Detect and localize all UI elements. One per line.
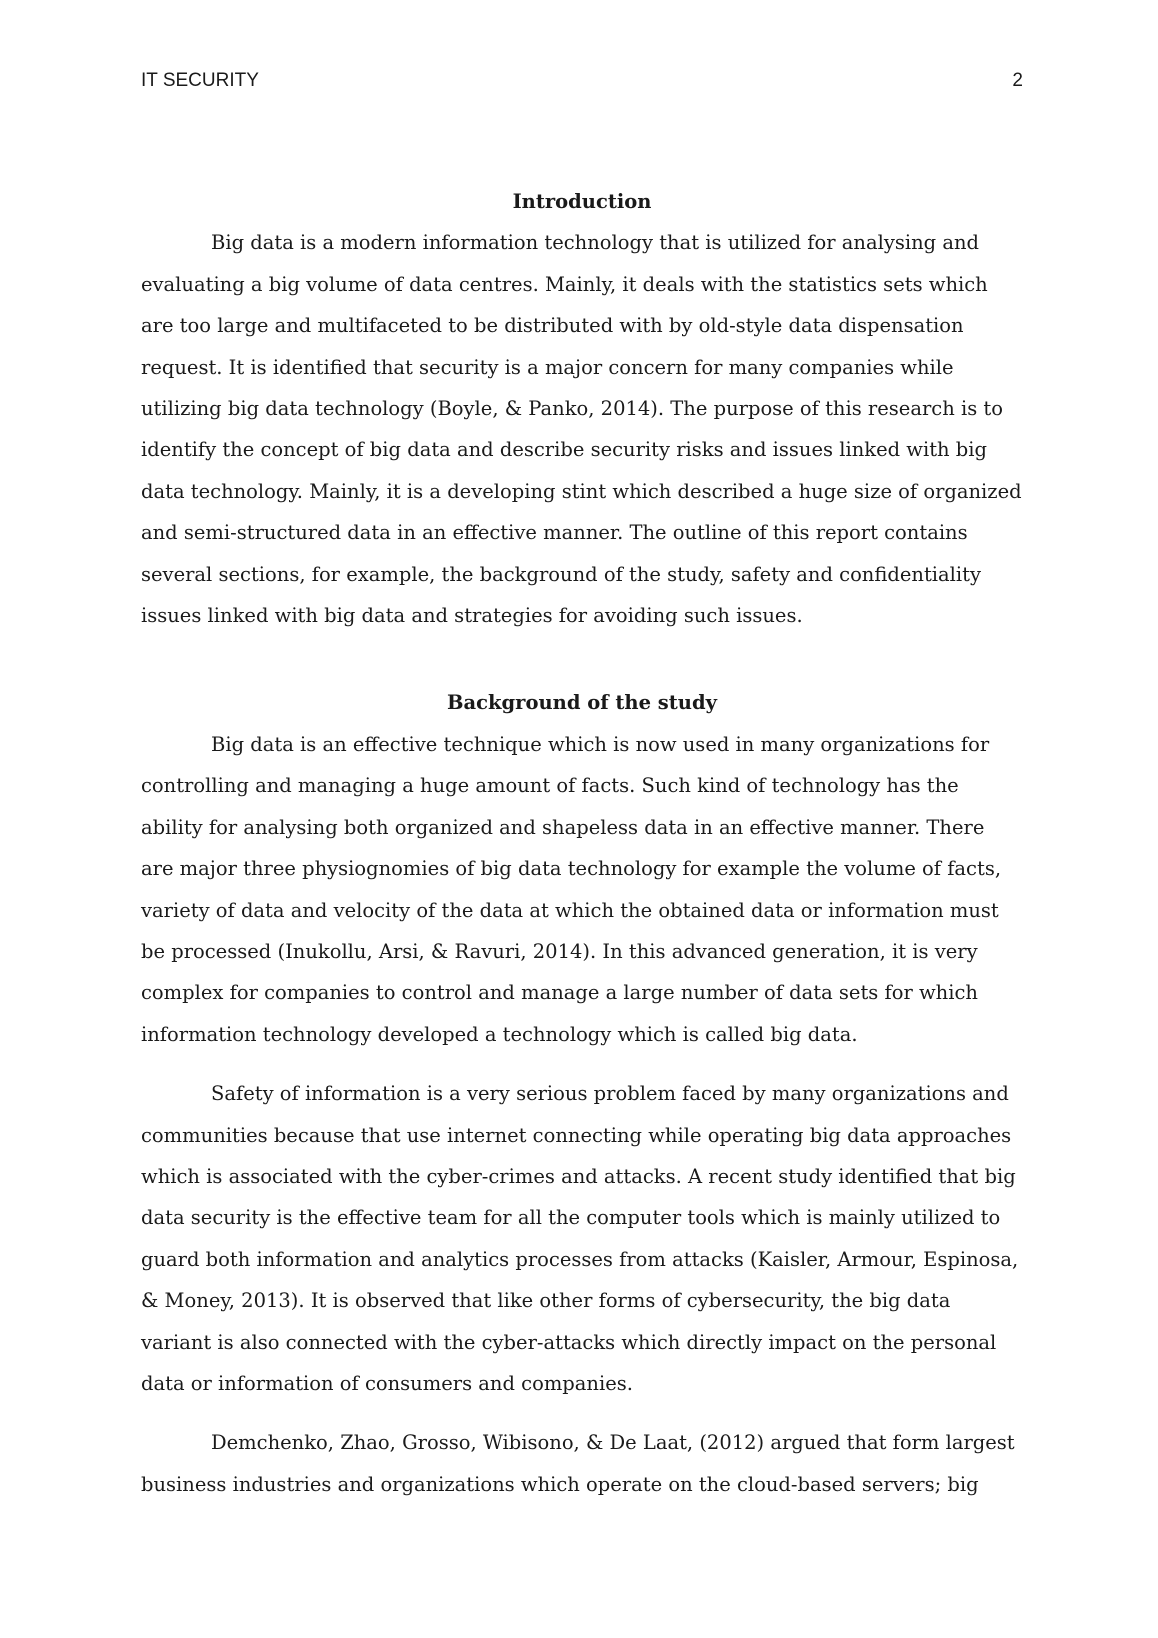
section-heading-introduction: Introduction: [512, 190, 652, 213]
paragraph: Safety of information is a very serious problem faced by many organizations and communities because that use internet connecting while operating big data approaches which is associated with the cyber-crimes and attacks. A recent study identified that big data security is the effective team for all the computer tools which is mainly utilized to guard both information and analytics processes from attacks (Kaisler, Armour, Espinosa, & Money, 2013). It is observed that like other forms of cybersecurity, the big data variant is also connected with the cyber-attacks which directly impact on the personal data or information of consumers and companies.: [141, 1082, 1019, 1395]
section-heading-background: Background of the study: [447, 691, 717, 715]
paragraph: Big data is a modern information technology that is utilized for analysing and evaluating a big volume of data centres. Mainly, it deals with the statistics sets which are too large and multifaceted to be distributed with by old-style data dispensation request. It is identified that security is a major concern for many companies while utilizing big data technology (Boyle, & Panko, 2014). The purpose of this research is to identify the concept of big data and describe security risks and issues linked with big data technology. Mainly, it is a developing stint which described a huge size of organized and semi-structured data in an effective manner. The outline of this report contains several sections, for example, the background of the study, safety and confidentiality issues linked with big data and strategies for avoiding such issues.: [141, 231, 1022, 628]
page-number: 2: [1012, 70, 1023, 91]
document-body: [141, 181, 1023, 1505]
paragraph: Big data is an effective technique which is now used in many organizations for controlling and managing a huge amount of facts. Such kind of technology has the ability for analysing both organized and shapeless data in an effective manner. There are major three physiognomies of big data technology for example the volume of facts, variety of data and velocity of the data at which the obtained data or information must be processed (Inukollu, Arsi, & Ravuri, 2014). In this advanced generation, it is very complex for companies to control and manage a large number of data sets for which information technology developed a technology which is called big data.: [141, 732, 1002, 1046]
paragraph: Demchenko, Zhao, Grosso, Wibisono, & De Laat, (2012) argued that form largest business industries and organizations which operate on the cloud-based servers; big: [141, 1431, 1015, 1496]
running-head: IT SECURITY: [141, 70, 259, 91]
